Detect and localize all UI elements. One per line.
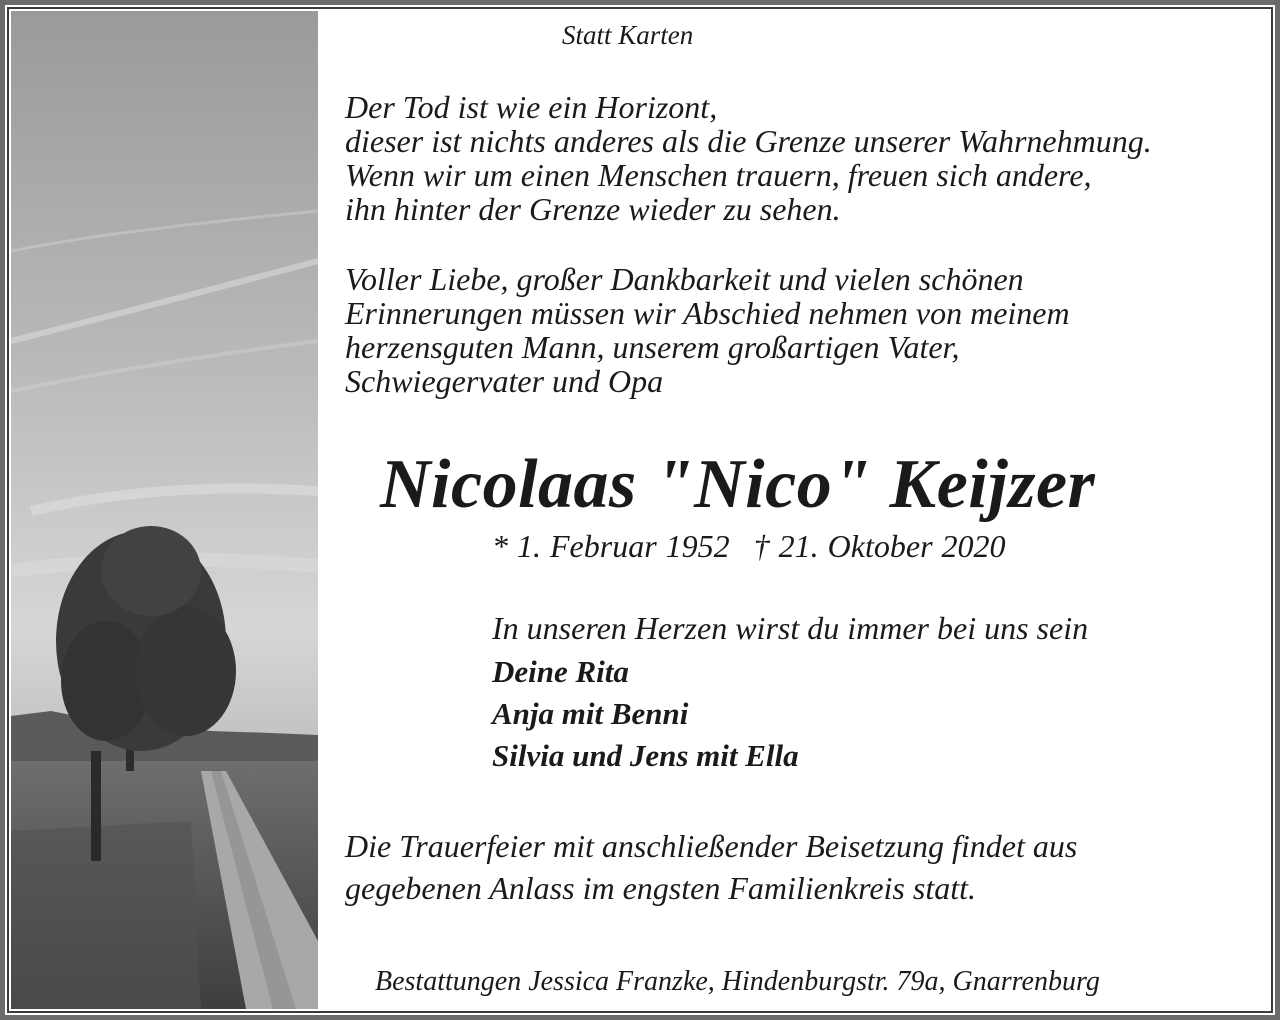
- farewell-line: Schwiegervater und Opa: [345, 363, 664, 399]
- mourners-intro: In unseren Herzen wirst du immer bei uns sein: [492, 610, 1089, 646]
- landscape-tree-path-photo: [11, 11, 318, 1009]
- quote-line: Wenn wir um einen Menschen trauern, freuen sich andere,: [345, 157, 1092, 193]
- mourner-name: Silvia und Jens mit Ella: [492, 738, 799, 773]
- life-dates: [492, 528, 1006, 565]
- farewell-block: [345, 262, 1070, 398]
- mourner-name: Deine Rita: [492, 654, 629, 689]
- ceremony-notice: [345, 825, 1077, 909]
- quote-line: Der Tod ist wie ein Horizont,: [345, 89, 718, 125]
- ceremony-line: Die Trauerfeier mit anschließender Beisetzung findet aus: [345, 828, 1078, 864]
- farewell-line: Voller Liebe, großer Dankbarkeit und vielen schönen: [345, 261, 1024, 297]
- birth-date: * 1. Februar 1952: [492, 528, 730, 564]
- mourners-list: [492, 651, 799, 777]
- farewell-line: herzensguten Mann, unserem großartigen Vater,: [345, 329, 960, 365]
- quote-line: dieser ist nichts anderes als die Grenze unserer Wahrnehmung.: [345, 123, 1152, 159]
- deceased-name: Nicolaas "Nico" Keijzer: [380, 446, 1096, 523]
- death-date: † 21. Oktober 2020: [753, 528, 1006, 564]
- quote-block: [345, 90, 1152, 226]
- undertaker-footer: Bestattungen Jessica Franzke, Hindenburgstr. 79a, Gnarrenburg: [375, 966, 1100, 997]
- statt-karten-label: Statt Karten: [562, 20, 694, 50]
- farewell-line: Erinnerungen müssen wir Abschied nehmen von meinem: [345, 295, 1070, 331]
- mourner-name: Anja mit Benni: [492, 696, 689, 731]
- quote-line: ihn hinter der Grenze wieder zu sehen.: [345, 191, 841, 227]
- ceremony-line: gegebenen Anlass im engsten Familienkreis statt.: [345, 870, 976, 906]
